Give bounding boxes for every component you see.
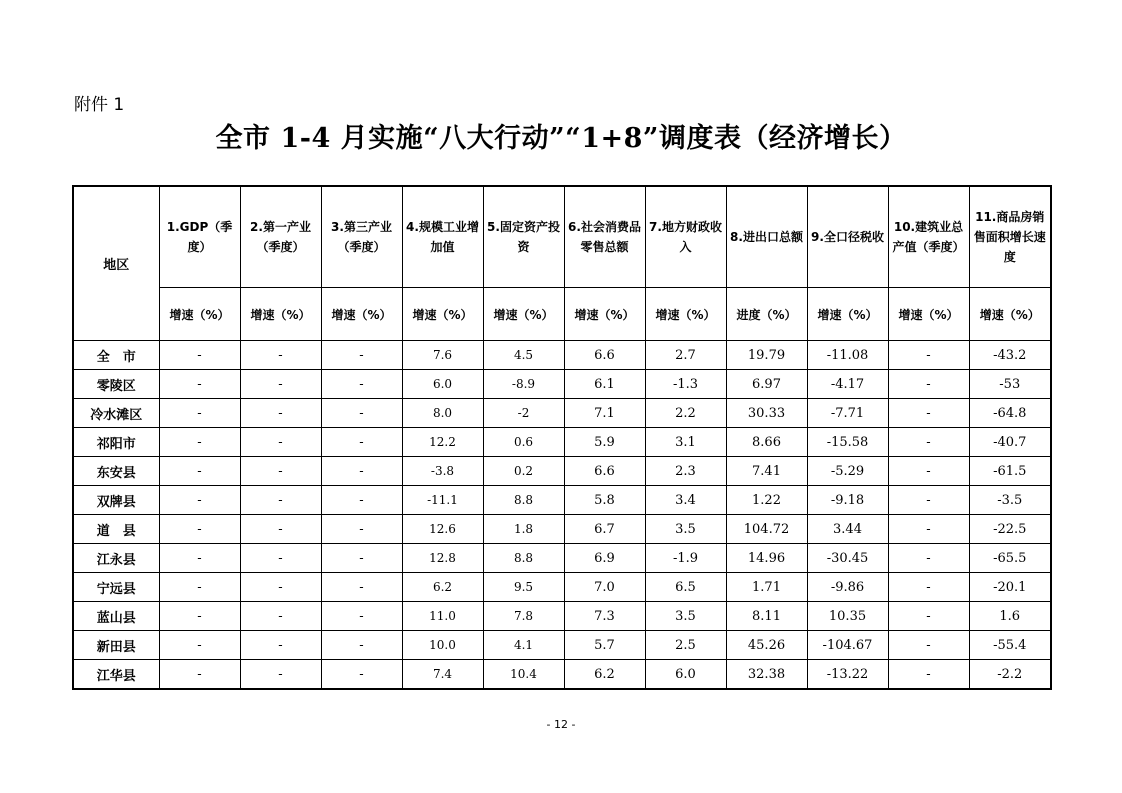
table-cell: 8.8 — [483, 544, 564, 573]
table-cell: 5.9 — [564, 428, 645, 457]
col-unit: 增速（%） — [807, 288, 888, 341]
table-cell: - — [159, 544, 240, 573]
table-cell: 10.35 — [807, 602, 888, 631]
table-cell: 6.2 — [402, 573, 483, 602]
table-cell: 7.6 — [402, 341, 483, 370]
table-cell: -55.4 — [969, 631, 1051, 660]
table-cell: 12.2 — [402, 428, 483, 457]
region-name: 蓝山县 — [73, 602, 159, 631]
col-header-retail-sales — [564, 186, 645, 288]
table-cell: -61.5 — [969, 457, 1051, 486]
table-cell: - — [159, 370, 240, 399]
table-cell: 5.7 — [564, 631, 645, 660]
table-cell: -5.29 — [807, 457, 888, 486]
table-cell: - — [159, 341, 240, 370]
table-row — [73, 399, 1051, 428]
col-header-tax-revenue — [807, 186, 888, 288]
table-cell: 0.6 — [483, 428, 564, 457]
table-cell: 4.1 — [483, 631, 564, 660]
region-name: 祁阳市 — [73, 428, 159, 457]
table-cell: -3.8 — [402, 457, 483, 486]
table-cell: -13.22 — [807, 660, 888, 690]
table-cell: 6.9 — [564, 544, 645, 573]
col-header-label: 7.地方财政收入 — [649, 220, 722, 254]
table-cell: 2.5 — [645, 631, 726, 660]
table-row — [73, 370, 1051, 399]
table-row — [73, 486, 1051, 515]
region-name: 江永县 — [73, 544, 159, 573]
col-header-label: 6.社会消费品零售总额 — [568, 220, 641, 254]
table-cell: -22.5 — [969, 515, 1051, 544]
col-header-gdp — [159, 186, 240, 288]
table-cell: -11.1 — [402, 486, 483, 515]
table-cell: -65.5 — [969, 544, 1051, 573]
table-cell: 11.0 — [402, 602, 483, 631]
table-cell: - — [888, 631, 969, 660]
col-header-label: 2.第一产业（季度） — [250, 220, 311, 254]
col-header-housing-sales — [969, 186, 1051, 288]
table-cell: - — [321, 457, 402, 486]
col-unit: 增速（%） — [240, 288, 321, 341]
table-cell: - — [321, 486, 402, 515]
table-cell: 104.72 — [726, 515, 807, 544]
col-header-tertiary-industry — [321, 186, 402, 288]
table-cell: -64.8 — [969, 399, 1051, 428]
table-cell: 1.8 — [483, 515, 564, 544]
col-unit: 增速（%） — [321, 288, 402, 341]
col-unit: 增速（%） — [969, 288, 1051, 341]
table-cell: 7.4 — [402, 660, 483, 690]
table-cell: 8.11 — [726, 602, 807, 631]
col-unit: 增速（%） — [483, 288, 564, 341]
table-cell: 6.6 — [564, 457, 645, 486]
col-unit: 增速（%） — [645, 288, 726, 341]
table-cell: 6.5 — [645, 573, 726, 602]
table-cell: - — [888, 544, 969, 573]
region-name: 冷水滩区 — [73, 399, 159, 428]
table-cell: - — [240, 544, 321, 573]
table-cell: 3.4 — [645, 486, 726, 515]
col-header-fixed-investment — [483, 186, 564, 288]
table-row — [73, 660, 1051, 690]
table-cell: - — [159, 399, 240, 428]
table-row — [73, 631, 1051, 660]
table-cell: - — [240, 457, 321, 486]
table-row — [73, 341, 1051, 370]
table-cell: - — [321, 428, 402, 457]
header-row-labels — [73, 186, 1051, 288]
table-cell: -2.2 — [969, 660, 1051, 690]
table-cell: 7.41 — [726, 457, 807, 486]
table-cell: 8.8 — [483, 486, 564, 515]
table-cell: - — [240, 341, 321, 370]
table-cell: 14.96 — [726, 544, 807, 573]
table-cell: 3.44 — [807, 515, 888, 544]
table-cell: 3.5 — [645, 515, 726, 544]
table-cell: - — [888, 399, 969, 428]
table-cell: 2.2 — [645, 399, 726, 428]
table-cell: 10.4 — [483, 660, 564, 690]
table-cell: -2 — [483, 399, 564, 428]
table-cell: - — [321, 660, 402, 690]
table-cell: 0.2 — [483, 457, 564, 486]
region-name: 东安县 — [73, 457, 159, 486]
table-cell: - — [888, 602, 969, 631]
table-cell: - — [888, 428, 969, 457]
table-cell: - — [321, 515, 402, 544]
table-cell: - — [240, 515, 321, 544]
col-header-label: 9.全口径税收 — [811, 230, 884, 244]
page-title: 全市 1-4 月实施“八大行动”“1+8”调度表（经济增长） — [215, 123, 907, 154]
attachment-label: 附件 1 — [74, 95, 125, 115]
region-header: 地区 — [73, 186, 159, 341]
table-cell: 7.3 — [564, 602, 645, 631]
table-cell: 6.6 — [564, 341, 645, 370]
region-name: 道 县 — [73, 515, 159, 544]
table-cell: - — [159, 486, 240, 515]
col-unit: 进度（%） — [726, 288, 807, 341]
table-cell: 1.71 — [726, 573, 807, 602]
table-body — [73, 341, 1051, 690]
table-cell: 8.0 — [402, 399, 483, 428]
table-cell: -43.2 — [969, 341, 1051, 370]
table-row — [73, 544, 1051, 573]
table-cell: 3.1 — [645, 428, 726, 457]
table-cell: 12.8 — [402, 544, 483, 573]
table-cell: - — [888, 573, 969, 602]
table-cell: - — [888, 370, 969, 399]
col-header-label: 8.进出口总额 — [730, 230, 803, 244]
table-cell: -104.67 — [807, 631, 888, 660]
table-cell: - — [240, 660, 321, 690]
table-cell: -15.58 — [807, 428, 888, 457]
region-name: 零陵区 — [73, 370, 159, 399]
header-row-units — [73, 288, 1051, 341]
table-cell: 45.26 — [726, 631, 807, 660]
table-cell: -7.71 — [807, 399, 888, 428]
table-cell: - — [321, 370, 402, 399]
table-cell: - — [159, 515, 240, 544]
table-cell: - — [240, 573, 321, 602]
region-name: 全 市 — [73, 341, 159, 370]
table-cell: 6.0 — [645, 660, 726, 690]
table-cell: 6.97 — [726, 370, 807, 399]
table-cell: - — [159, 660, 240, 690]
table-cell: 12.6 — [402, 515, 483, 544]
table-cell: - — [321, 573, 402, 602]
table-cell: - — [240, 486, 321, 515]
table-cell: - — [159, 573, 240, 602]
table-cell: - — [888, 341, 969, 370]
table-cell: 6.7 — [564, 515, 645, 544]
table-cell: - — [888, 486, 969, 515]
table-cell: -4.17 — [807, 370, 888, 399]
table-row — [73, 602, 1051, 631]
col-header-import-export — [726, 186, 807, 288]
table-cell: 5.8 — [564, 486, 645, 515]
table-row — [73, 457, 1051, 486]
col-header-label: 1.GDP（季度） — [166, 220, 233, 254]
table-cell: 7.8 — [483, 602, 564, 631]
table-cell: 7.0 — [564, 573, 645, 602]
table-cell: - — [321, 341, 402, 370]
table-cell: 1.22 — [726, 486, 807, 515]
table-row — [73, 515, 1051, 544]
table-cell: 6.0 — [402, 370, 483, 399]
col-header-primary-industry — [240, 186, 321, 288]
table-cell: - — [159, 602, 240, 631]
col-unit: 增速（%） — [159, 288, 240, 341]
col-unit: 增速（%） — [564, 288, 645, 341]
col-header-industrial-value — [402, 186, 483, 288]
col-header-label: 3.第三产业（季度） — [331, 220, 392, 254]
table-cell: - — [888, 660, 969, 690]
table-cell: 10.0 — [402, 631, 483, 660]
table-cell: -3.5 — [969, 486, 1051, 515]
region-name: 宁远县 — [73, 573, 159, 602]
region-name: 双牌县 — [73, 486, 159, 515]
table-cell: - — [159, 631, 240, 660]
table-cell: - — [321, 399, 402, 428]
table-cell: 9.5 — [483, 573, 564, 602]
table-cell: -40.7 — [969, 428, 1051, 457]
table-cell: 6.1 — [564, 370, 645, 399]
table-cell: -1.3 — [645, 370, 726, 399]
table-cell: -1.9 — [645, 544, 726, 573]
table-cell: 8.66 — [726, 428, 807, 457]
table-cell: 32.38 — [726, 660, 807, 690]
table-cell: -9.18 — [807, 486, 888, 515]
table-cell: -30.45 — [807, 544, 888, 573]
table-cell: 1.6 — [969, 602, 1051, 631]
table-cell: - — [159, 428, 240, 457]
table-cell: - — [159, 457, 240, 486]
region-name: 江华县 — [73, 660, 159, 690]
table-cell: - — [240, 370, 321, 399]
table-cell: 2.3 — [645, 457, 726, 486]
table-cell: - — [321, 602, 402, 631]
table-cell: 2.7 — [645, 341, 726, 370]
col-header-label: 11.商品房销售面积增长速度 — [973, 210, 1046, 264]
table-cell: -9.86 — [807, 573, 888, 602]
page-number: - 12 - — [546, 718, 576, 731]
table-cell: -20.1 — [969, 573, 1051, 602]
col-header-construction-output — [888, 186, 969, 288]
table-cell: 19.79 — [726, 341, 807, 370]
table-cell: 3.5 — [645, 602, 726, 631]
table-cell: - — [888, 457, 969, 486]
table-cell: 4.5 — [483, 341, 564, 370]
col-header-label: 5.固定资产投资 — [487, 220, 560, 254]
table-cell: - — [321, 631, 402, 660]
economic-growth-table — [72, 185, 1052, 690]
col-unit: 增速（%） — [402, 288, 483, 341]
table-cell: - — [240, 631, 321, 660]
table-row — [73, 573, 1051, 602]
table-cell: - — [240, 428, 321, 457]
table-cell: -53 — [969, 370, 1051, 399]
table-cell: - — [240, 399, 321, 428]
table-cell: 7.1 — [564, 399, 645, 428]
table-row — [73, 428, 1051, 457]
col-header-fiscal-revenue — [645, 186, 726, 288]
table-cell: 30.33 — [726, 399, 807, 428]
col-header-label: 4.规模工业增加值 — [406, 220, 479, 254]
table-cell: - — [240, 602, 321, 631]
table-cell: 6.2 — [564, 660, 645, 690]
table-cell: - — [888, 515, 969, 544]
table-cell: -11.08 — [807, 341, 888, 370]
col-header-label: 10.建筑业总产值（季度） — [892, 220, 965, 254]
col-unit: 增速（%） — [888, 288, 969, 341]
table-cell: - — [321, 544, 402, 573]
table-cell: -8.9 — [483, 370, 564, 399]
region-name: 新田县 — [73, 631, 159, 660]
